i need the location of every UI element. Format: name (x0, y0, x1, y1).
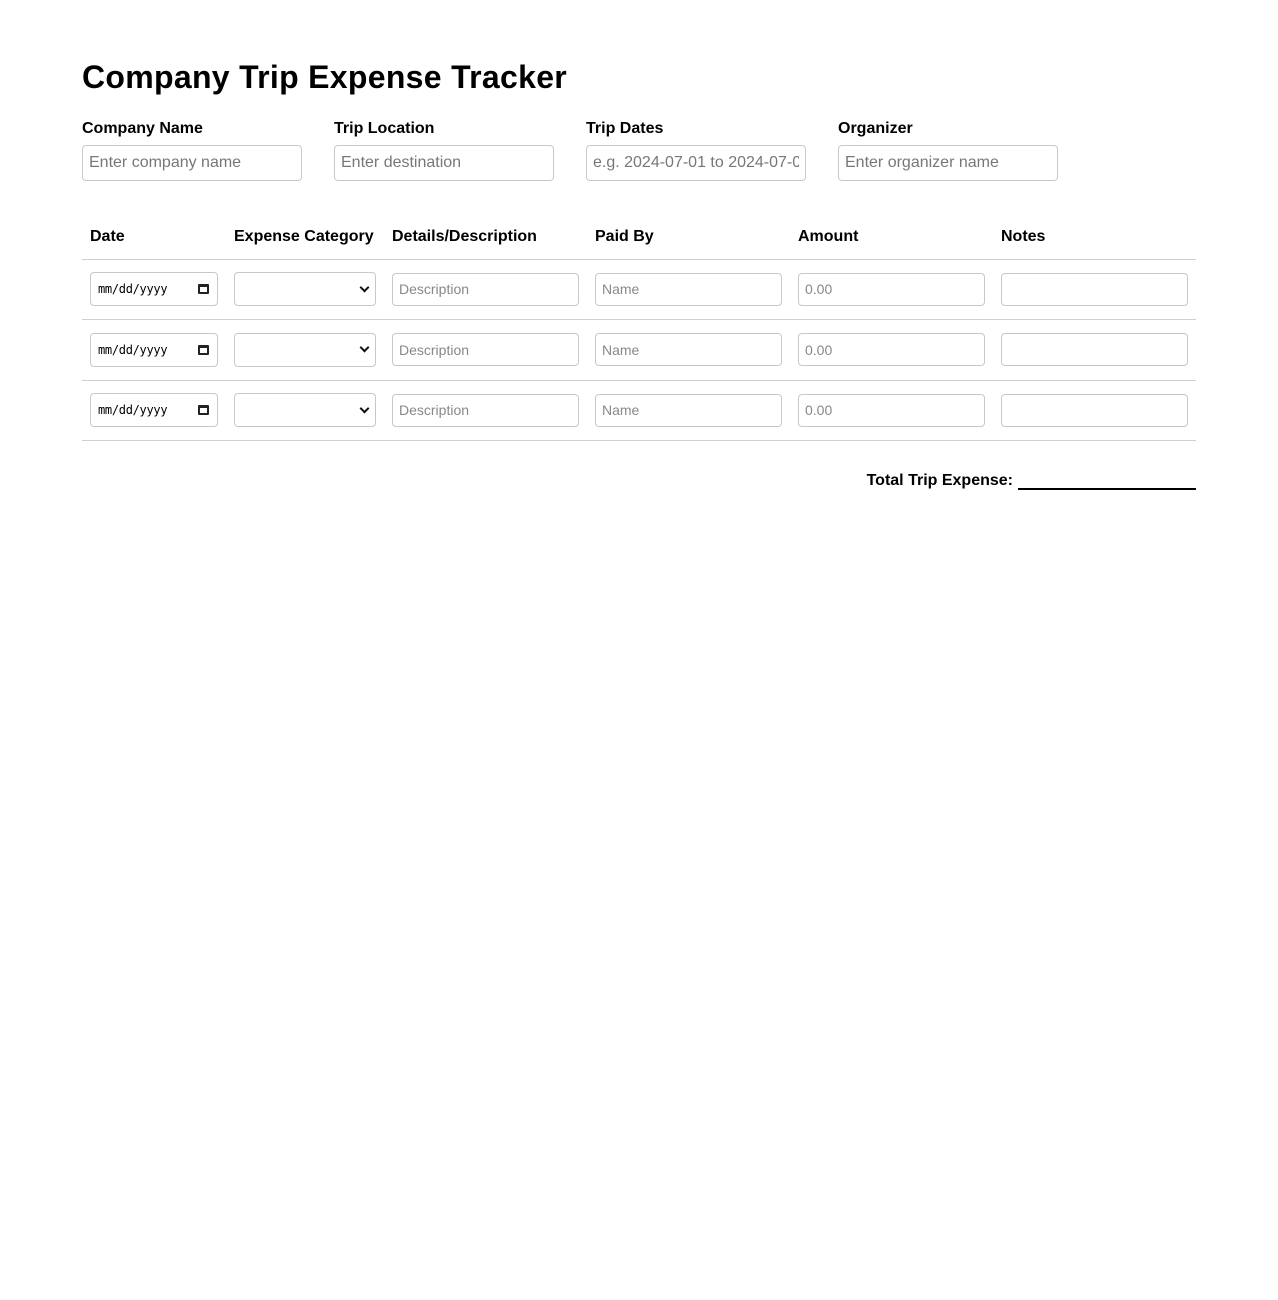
trip-location-field (334, 120, 554, 181)
total-value-line (1018, 474, 1196, 490)
column-header-category: Expense Category (226, 218, 384, 259)
column-header-notes: Notes (993, 218, 1196, 259)
calendar-icon[interactable] (198, 284, 209, 294)
organizer-field (838, 120, 1058, 181)
chevron-down-icon (360, 282, 370, 292)
trip-dates-field (586, 120, 806, 181)
category-select[interactable] (234, 333, 376, 367)
trip-info-fields (82, 120, 1058, 181)
chevron-down-icon (360, 403, 370, 413)
table-row (82, 380, 1196, 441)
calendar-icon[interactable] (198, 345, 209, 355)
trip-dates-label: Trip Dates (586, 120, 664, 137)
date-input[interactable] (90, 333, 218, 367)
organizer-label: Organizer (838, 120, 913, 137)
date-input[interactable] (90, 272, 218, 306)
notes-input[interactable] (1001, 333, 1188, 366)
date-placeholder: mm/dd/yyyy (98, 342, 168, 357)
organizer-input[interactable] (838, 145, 1058, 181)
table-row (82, 320, 1196, 381)
company-name-field (82, 120, 302, 181)
table-row (82, 259, 1196, 320)
description-input[interactable] (392, 273, 579, 306)
column-header-description: Details/Description (384, 218, 587, 259)
company-name-input[interactable] (82, 145, 302, 181)
category-select[interactable] (234, 272, 376, 306)
expense-table (82, 218, 1196, 441)
amount-input[interactable] (798, 273, 985, 306)
column-header-paid-by: Paid By (587, 218, 790, 259)
paid-by-input[interactable] (595, 394, 782, 427)
paid-by-input[interactable] (595, 333, 782, 366)
notes-input[interactable] (1001, 394, 1188, 427)
company-name-label: Company Name (82, 120, 203, 137)
amount-input[interactable] (798, 333, 985, 366)
notes-input[interactable] (1001, 273, 1188, 306)
paid-by-input[interactable] (595, 273, 782, 306)
column-header-date: Date (82, 218, 226, 259)
category-select[interactable] (234, 393, 376, 427)
description-input[interactable] (392, 333, 579, 366)
trip-location-label: Trip Location (334, 120, 435, 137)
table-header-row (82, 218, 1196, 259)
date-input[interactable] (90, 393, 218, 427)
date-placeholder: mm/dd/yyyy (98, 403, 168, 418)
total-trip-expense (867, 472, 1196, 490)
total-label: Total Trip Expense: (866, 472, 1013, 489)
description-input[interactable] (392, 394, 579, 427)
amount-input[interactable] (798, 394, 985, 427)
column-header-amount: Amount (790, 218, 993, 259)
chevron-down-icon (360, 343, 370, 353)
calendar-icon[interactable] (198, 405, 209, 415)
page-title: Company Trip Expense Tracker (82, 59, 568, 95)
date-placeholder: mm/dd/yyyy (98, 282, 168, 297)
trip-location-input[interactable] (334, 145, 554, 181)
trip-dates-input[interactable] (586, 145, 806, 181)
